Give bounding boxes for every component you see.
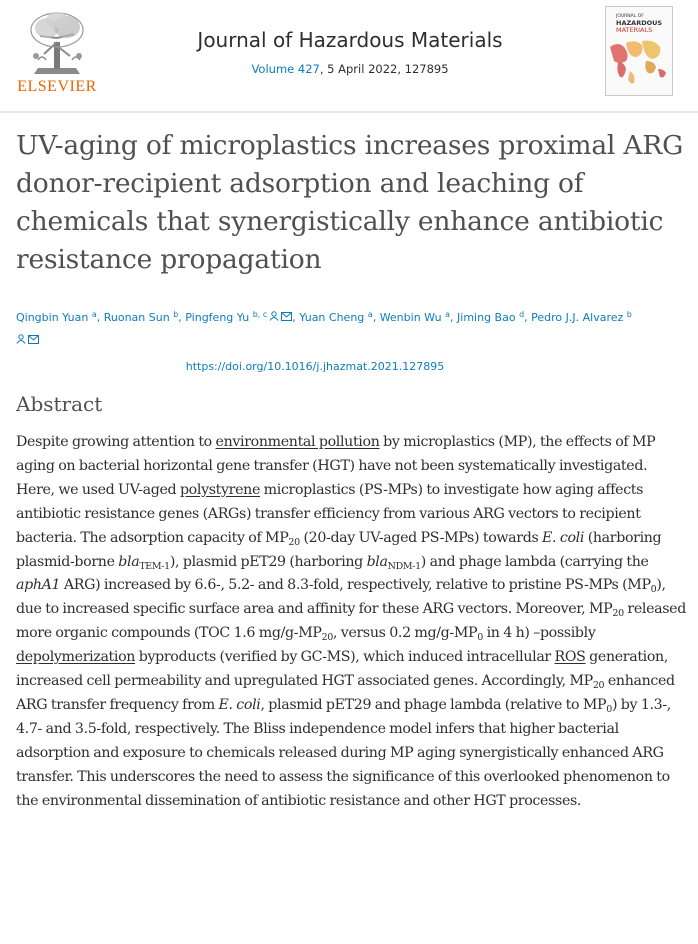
topic-link-depolymerization[interactable]: depolymerization: [16, 649, 136, 666]
header-divider: [0, 111, 698, 113]
author-affiliation[interactable]: a: [91, 310, 97, 319]
author-link[interactable]: Pedro J.J. Alvarez: [531, 311, 624, 324]
author-link[interactable]: Pingfeng Yu: [185, 311, 250, 324]
doi-link[interactable]: https://doi.org/10.1016/j.jhazmat.2021.127895: [185, 360, 445, 373]
author-affiliation[interactable]: d: [519, 310, 525, 319]
author-affiliation[interactable]: b: [626, 310, 632, 319]
publisher-name: ELSEVIER: [17, 78, 97, 95]
topic-link-ros[interactable]: ROS: [554, 649, 586, 666]
journal-header: [0, 0, 698, 112]
email-icon[interactable]: [28, 336, 39, 347]
cover-title-top: JOURNAL OF: [616, 14, 644, 19]
author-link[interactable]: Jiming Bao: [457, 311, 516, 324]
journal-issue-info: [120, 62, 580, 76]
author-link[interactable]: Wenbin Wu: [379, 311, 442, 324]
issue-date-article-number: , 5 April 2022, 127895: [319, 62, 449, 76]
author-link[interactable]: Ruonan Sun: [103, 311, 170, 324]
author-link[interactable]: Yuan Cheng: [299, 311, 365, 324]
cover-title-main: HAZARDOUS: [616, 19, 663, 27]
author-affiliation[interactable]: a: [445, 310, 451, 319]
author-affiliation[interactable]: b, c: [252, 310, 268, 319]
volume-link[interactable]: Volume 427: [251, 62, 320, 76]
topic-link-environmental-pollution[interactable]: environmental pollution: [215, 434, 380, 450]
cover-title-sub: MATERIALS: [616, 26, 653, 34]
person-icon[interactable]: [269, 313, 279, 324]
cover-world-map-image: [606, 7, 672, 95]
journal-title-link[interactable]: Journal of Hazardous Materials: [197, 28, 503, 52]
abstract-text: Despite growing attention to environmental pollution by microplastics (MP), the effects of MP aging on bacterial horizontal gene transfer (HGT) have not been systematically investigated. Here, we used UV-aged polystyrene microplastics (PS-MPs) to investigate how aging affects antibiotic resistance genes (ARGs) transfer efficiency from various ARG vectors to recipient bacteria. The adsorption capacity of $MP_{20}$ (20-day UV-aged PS-MPs) towards E. coli (harboring plasmid-borne bla$_{TEM-1}$), plasmid pET29 (harboring bla$_{NDM-1}$) and phage lambda (carrying the aphA1 ARG) increased by 6.6-, 5.2- and 8.3-fold, respectively, relative to pristine PS-MPs $(MP_0)$, due to increased specific surface area and affinity for these ARG vectors. Moreover, $MP_{20}$ released more organic compounds (TOC 1.6 $mg/g-MP_{20}$, versus 0.2 $mg/g-MP_0$ in 4 h) –possibly depolymerization byproducts (verified by GC-MS), which induced intracellular ROS generation, increased cell permeability and upregulated HGT associated genes. Accordingly, $MP_{20}$ enhanced ARG transfer frequency from E. coli, plasmid pET29 and phage lambda (relative to $MP_0$) by 1.3-, 4.7- and 3.5-fold, respectively. The Bliss independence model infers that higher bacterial adsorption and exposure to chemicals released during MP aging synergistically enhanced ARG transfer. This underscores the need to assess the significance of this overlooked phenomenon to the environmental dissemination of antibiotic resistance and other HGT processes.: [16, 434, 686, 809]
author-affiliation[interactable]: b: [173, 310, 179, 319]
abstract-heading: Abstract: [16, 392, 103, 416]
author-list: Qingbin Yuan $^a$, Ruonan Sun $^b$, Pingfeng Yu $^{b, c}$ , Yuan Cheng $^a$, Wenbin Wu $^a$, Jiming Bao $^d$, Pedro J.J. Alvarez $^b$: [16, 307, 686, 353]
author-link[interactable]: Qingbin Yuan: [16, 311, 89, 324]
journal-cover-thumbnail[interactable]: [605, 6, 673, 96]
elsevier-tree-icon: [14, 8, 100, 80]
article-title: UV-aging of microplastics increases proximal ARG donor-recipient adsorption and leaching of chemicals that synergistically enhance antibiotic resistance propagation: [16, 130, 684, 275]
author-affiliation[interactable]: a: [367, 310, 373, 319]
person-icon[interactable]: [16, 336, 26, 347]
topic-link-polystyrene[interactable]: polystyrene: [179, 481, 260, 498]
email-icon[interactable]: [281, 313, 292, 324]
